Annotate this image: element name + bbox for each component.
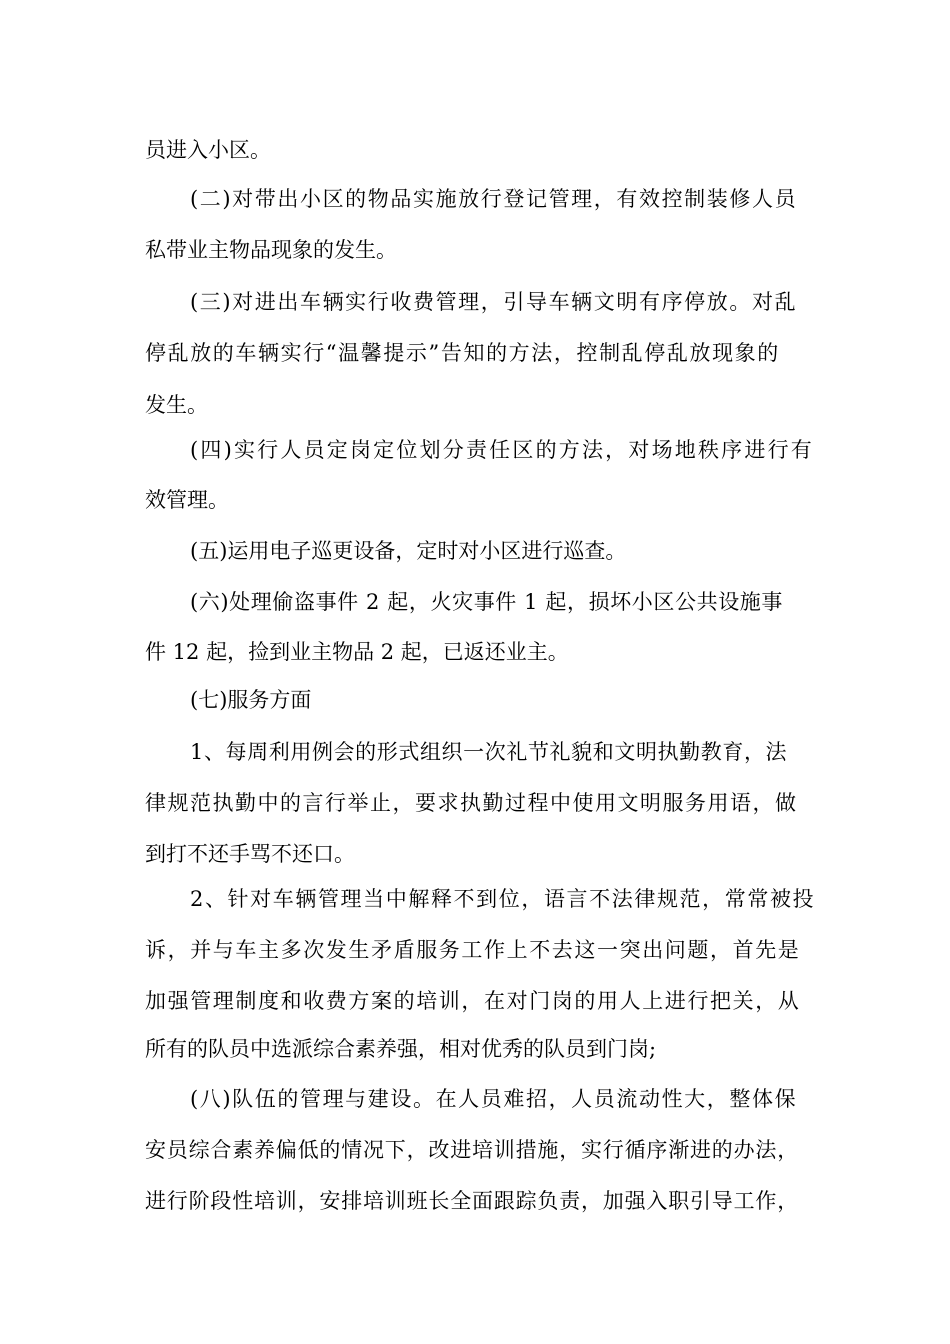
text-line: 件 12 起，捡到业主物品 2 起，已返还业主。	[145, 640, 569, 664]
text-line: 停乱放的车辆实行“温馨提示”告知的方法，控制乱停乱放现象的	[145, 341, 780, 365]
text-line: 诉，并与车主多次发生矛盾服务工作上不去这一突出问题，首先是	[145, 938, 801, 962]
text-line: (三)对进出车辆实行收费管理，引导车辆文明有序停放。对乱	[190, 290, 798, 314]
text-line: 律规范执勤中的言行举止，要求执勤过程中使用文明服务用语，做	[145, 791, 798, 815]
text-line: 所有的队员中选派综合素养强，相对优秀的队员到门岗;	[145, 1037, 657, 1061]
text-line: (四)实行人员定岗定位划分责任区的方法，对场地秩序进行有	[190, 438, 814, 462]
text-line: 到打不还手骂不还口。	[145, 842, 355, 866]
text-line: (七)服务方面	[190, 688, 312, 712]
text-line: (六)处理偷盗事件 2 起，火灾事件 1 起，损坏小区公共设施事	[190, 590, 784, 614]
text-line: 加强管理制度和收费方案的培训，在对门岗的用人上进行把关，从	[145, 989, 801, 1013]
text-line: 2、针对车辆管理当中解释不到位，语言不法律规范，常常被投	[190, 887, 816, 911]
text-line: 员进入小区。	[145, 138, 271, 162]
text-line: 安员综合素养偏低的情况下，改进培训措施，实行循序渐进的办法，	[145, 1138, 799, 1162]
text-line: 1、每周利用例会的形式组织一次礼节礼貌和文明执勤教育，法	[190, 740, 788, 764]
text-line: 私带业主物品现象的发生。	[145, 238, 397, 262]
text-line: 进行阶段性培训，安排培训班长全面跟踪负责，加强入职引导工作，	[145, 1189, 799, 1213]
text-line: (五)运用电子巡更设备，定时对小区进行巡查。	[190, 539, 627, 563]
text-line: 效管理。	[145, 488, 229, 512]
text-line: (八)队伍的管理与建设。在人员难招，人员流动性大，整体保	[190, 1087, 798, 1111]
text-line: (二)对带出小区的物品实施放行登记管理，有效控制装修人员	[190, 187, 798, 211]
text-line: 发生。	[145, 393, 208, 417]
